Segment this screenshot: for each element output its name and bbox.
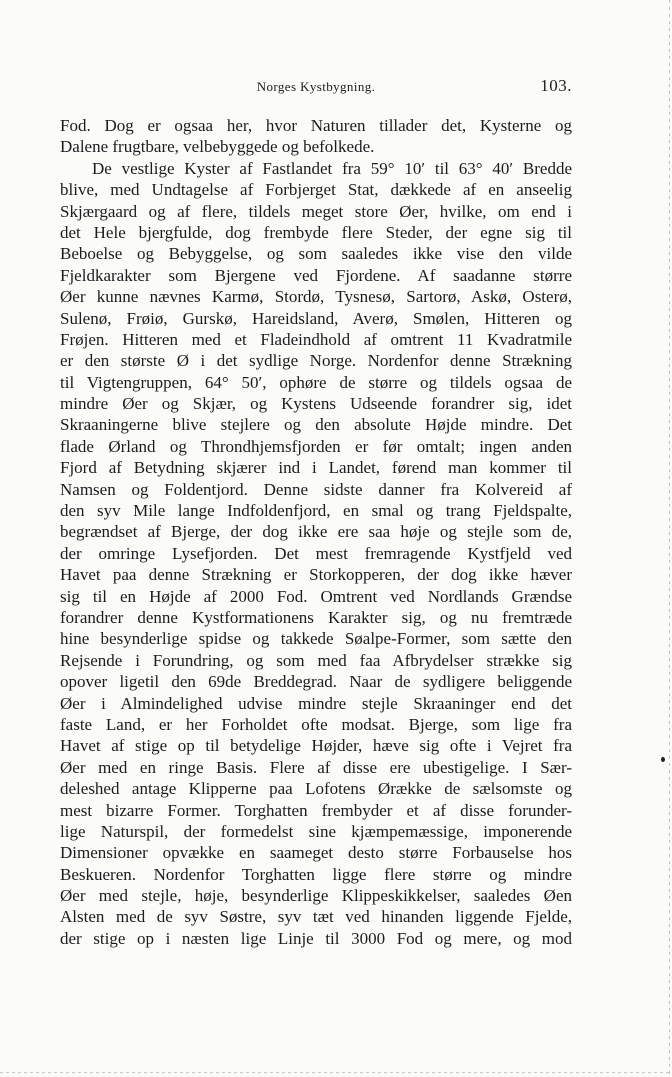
text-line: Fod. Dog er ogsaa her, hvor Naturen tillader det, Kysterne og [60,116,572,135]
text-line: Rejsende i Forundring, og som med faa Afbrydelser strække sig [60,650,572,670]
text-line: hine besynderlige spidse og takkede Søalpe-Former, som sætte den [60,629,572,649]
margin-ink-dot [661,757,665,762]
text-line: Skjærgaard og af flere, tildels meget store Øer, hvilke, om end i [60,201,572,221]
running-title: Norges Kystbygning. [256,79,376,94]
text-line: Fjeldkarakter som Bjergene ved Fjordene. Af saadanne større [60,265,572,285]
text-line: Beboelse og Bebyggelse, og som saaledes ikke vise den vilde [60,244,572,264]
page-header [60,76,572,101]
text-line: faste Land, er her Forholdet ofte modsat. Bjerge, som lige fra [60,714,572,734]
text-line: mest bizarre Former. Torghatten frembyder et af disse forunder- [60,800,572,820]
text-line: Øer med en ringe Basis. Flere af disse ere ubestigelige. I Sær- [60,757,572,777]
scan-edge-bottom [0,1072,672,1073]
scan-edge-right [669,0,670,1077]
text-line: til Vigtengruppen, 64° 50′, ophøre de større og tildels ogsaa de [60,372,572,392]
text-line: lige Naturspil, der formedelst sine kjæmpemæssige, imponerende [60,821,572,841]
text-line: Alsten med de syv Søstre, syv tæt ved hinanden liggende Fjelde, [60,907,572,927]
text-line: Namsen og Foldentjord. Denne sidste danner fra Kolvereid af [60,479,572,499]
text-line: Beskueren. Nordenfor Torghatten ligge flere større og mindre [60,864,572,884]
text-line: De vestlige Kyster af Fastlandet fra 59° 10′ til 63° 40′ Bredde [92,158,572,178]
text-line: Havet af stige op til betydelige Højder, hæve sig ofte i Vejret fra [60,736,572,756]
text-line: Dimensioner opvække en saameget desto større Forbauselse hos [60,843,572,863]
text-line: Øer i Almindelighed udvise mindre stejle Skraaninger end det [60,693,572,713]
text-line: Sulenø, Frøiø, Gurskø, Hareidsland, Averø, Smølen, Hitteren og [60,308,572,328]
text-line: den syv Mile lange Indfoldenfjord, en smal og trang Fjeldspalte, [60,501,572,521]
text-line: det Hele bjergfulde, dog frembyde flere Steder, der egne sig til [60,222,572,242]
text-line: sig til en Højde af 2000 Fod. Omtrent ved Nordlands Grændse [60,586,572,606]
text-line: Havet paa denne Strækning er Storkopperen, der dog ikke hæver [60,565,572,585]
text-line: deleshed antage Klipperne paa Lofotens Ørække de sælsomste og [60,779,572,799]
page-number: 103. [540,76,572,95]
text-line: Frøjen. Hitteren med et Fladeindhold af omtrent 11 Kvadratmile [60,329,572,349]
text-line: Øer med stejle, høje, besynderlige Klippeskikkelser, saaledes Øen [60,886,572,906]
text-line: blive, med Undtagelse af Forbjerget Stat, dækkede af en anseelig [60,180,572,200]
body-text [60,115,572,949]
text-line: flade Ørland og Throndhjemsfjorden er før omtalt; ingen anden [60,436,572,456]
text-line: begrændset af Bjerge, der dog ikke ere saa høje og stejle som de, [60,522,572,542]
text-line: Øer kunne nævnes Karmø, Stordø, Tysnesø, Sartorø, Askø, Osterø, [60,287,572,307]
text-line: opover ligetil den 69de Breddegrad. Naar de sydligere beliggende [60,672,572,692]
text-line: der stige op i næsten lige Linje til 3000 Fod og mere, og mod [60,928,572,948]
text-line: Dalene frugtbare, velbebyggede og befolkede. [60,137,375,157]
text-line: mindre Øer og Skjær, og Kystens Udseende forandrer sig, idet [60,394,572,414]
text-line: Skraaningerne blive stejlere og den absolute Højde mindre. Det [60,415,572,435]
text-line: forandrer denne Kystformationens Karakter sig, og nu fremtræde [60,607,572,627]
text-line: Fjord af Betydning skjærer ind i Landet, førend man kommer til [60,458,572,478]
text-line: er den største Ø i det sydlige Norge. Nordenfor denne Strækning [60,351,572,371]
text-line: der omringe Lysefjorden. Det mest fremragende Kystfjeld ved [60,543,572,563]
